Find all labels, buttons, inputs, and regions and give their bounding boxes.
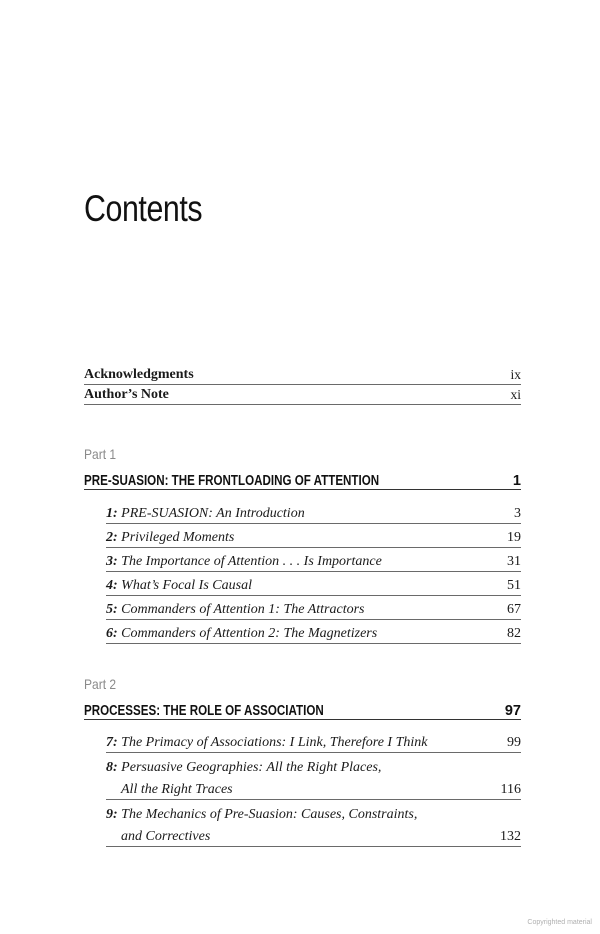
toc-chapter[interactable] bbox=[106, 500, 521, 524]
entry-page: ix bbox=[510, 367, 521, 382]
toc-chapter[interactable] bbox=[106, 753, 521, 800]
chapter-number: 8: bbox=[106, 760, 118, 775]
entry-label: Acknowledgments bbox=[84, 367, 194, 382]
chapter-title: Commanders of Attention 1: The Attractors bbox=[121, 602, 365, 617]
part-page: 1 bbox=[512, 473, 521, 489]
chapter-title: Privileged Moments bbox=[121, 530, 235, 545]
toc-chapter[interactable] bbox=[106, 572, 521, 596]
chapter-number: 3: bbox=[106, 554, 118, 569]
entry-page: xi bbox=[510, 387, 521, 402]
chapter-page: 67 bbox=[507, 602, 521, 617]
chapter-page: 31 bbox=[507, 554, 521, 569]
chapter-page: 116 bbox=[500, 782, 521, 797]
chapter-page: 99 bbox=[507, 735, 521, 750]
chapter-list bbox=[106, 500, 521, 644]
chapter-title-line2: and Correctives bbox=[121, 829, 211, 844]
chapter-number: 5: bbox=[106, 602, 118, 617]
chapter-title: Persuasive Geographies: All the Right Places, bbox=[121, 760, 382, 775]
chapter-page: 51 bbox=[507, 578, 521, 593]
chapter-number: 2: bbox=[106, 530, 118, 545]
part-label: Part 2 bbox=[84, 676, 117, 692]
chapter-page: 82 bbox=[507, 626, 521, 641]
chapter-number: 1: bbox=[106, 506, 118, 521]
toc-chapter[interactable] bbox=[106, 800, 521, 847]
part-page: 97 bbox=[504, 703, 521, 719]
chapter-title: The Importance of Attention . . . Is Importance bbox=[121, 554, 382, 569]
copyright-watermark: Copyrighted material bbox=[527, 919, 592, 926]
chapter-number: 4: bbox=[106, 578, 118, 593]
part-heading[interactable] bbox=[84, 467, 521, 490]
chapter-number: 6: bbox=[106, 626, 118, 641]
chapter-number: 7: bbox=[106, 735, 118, 750]
part-label: Part 1 bbox=[84, 446, 117, 462]
chapter-title: Commanders of Attention 2: The Magnetizers bbox=[121, 626, 378, 641]
toc-chapter[interactable] bbox=[106, 620, 521, 644]
chapter-page: 132 bbox=[500, 829, 521, 844]
page-title: Contents bbox=[84, 188, 203, 229]
chapter-title: PRE-SUASION: An Introduction bbox=[121, 506, 305, 521]
part-heading[interactable] bbox=[84, 697, 521, 720]
part-heading-text: PRE-SUASION: THE FRONTLOADING OF ATTENTION bbox=[84, 473, 380, 489]
chapter-number: 9: bbox=[106, 807, 118, 822]
part-heading-text: PROCESSES: THE ROLE OF ASSOCIATION bbox=[84, 703, 324, 719]
chapter-title-line2: All the Right Traces bbox=[121, 782, 233, 797]
front-matter bbox=[84, 365, 521, 405]
toc-chapter[interactable] bbox=[106, 596, 521, 620]
chapter-title: The Mechanics of Pre-Suasion: Causes, Constraints, bbox=[121, 807, 418, 822]
chapter-title: The Primacy of Associations: I Link, Therefore I Think bbox=[121, 735, 428, 750]
toc-entry-acknowledgments[interactable] bbox=[84, 365, 521, 385]
toc-chapter[interactable] bbox=[106, 548, 521, 572]
toc-chapter[interactable] bbox=[106, 524, 521, 548]
toc-entry-authors-note[interactable] bbox=[84, 385, 521, 405]
chapter-list bbox=[106, 729, 521, 847]
chapter-page: 3 bbox=[514, 506, 521, 521]
entry-label: Author’s Note bbox=[84, 387, 169, 402]
chapter-page: 19 bbox=[507, 530, 521, 545]
chapter-title: What’s Focal Is Causal bbox=[121, 578, 252, 593]
toc-chapter[interactable] bbox=[106, 729, 521, 753]
